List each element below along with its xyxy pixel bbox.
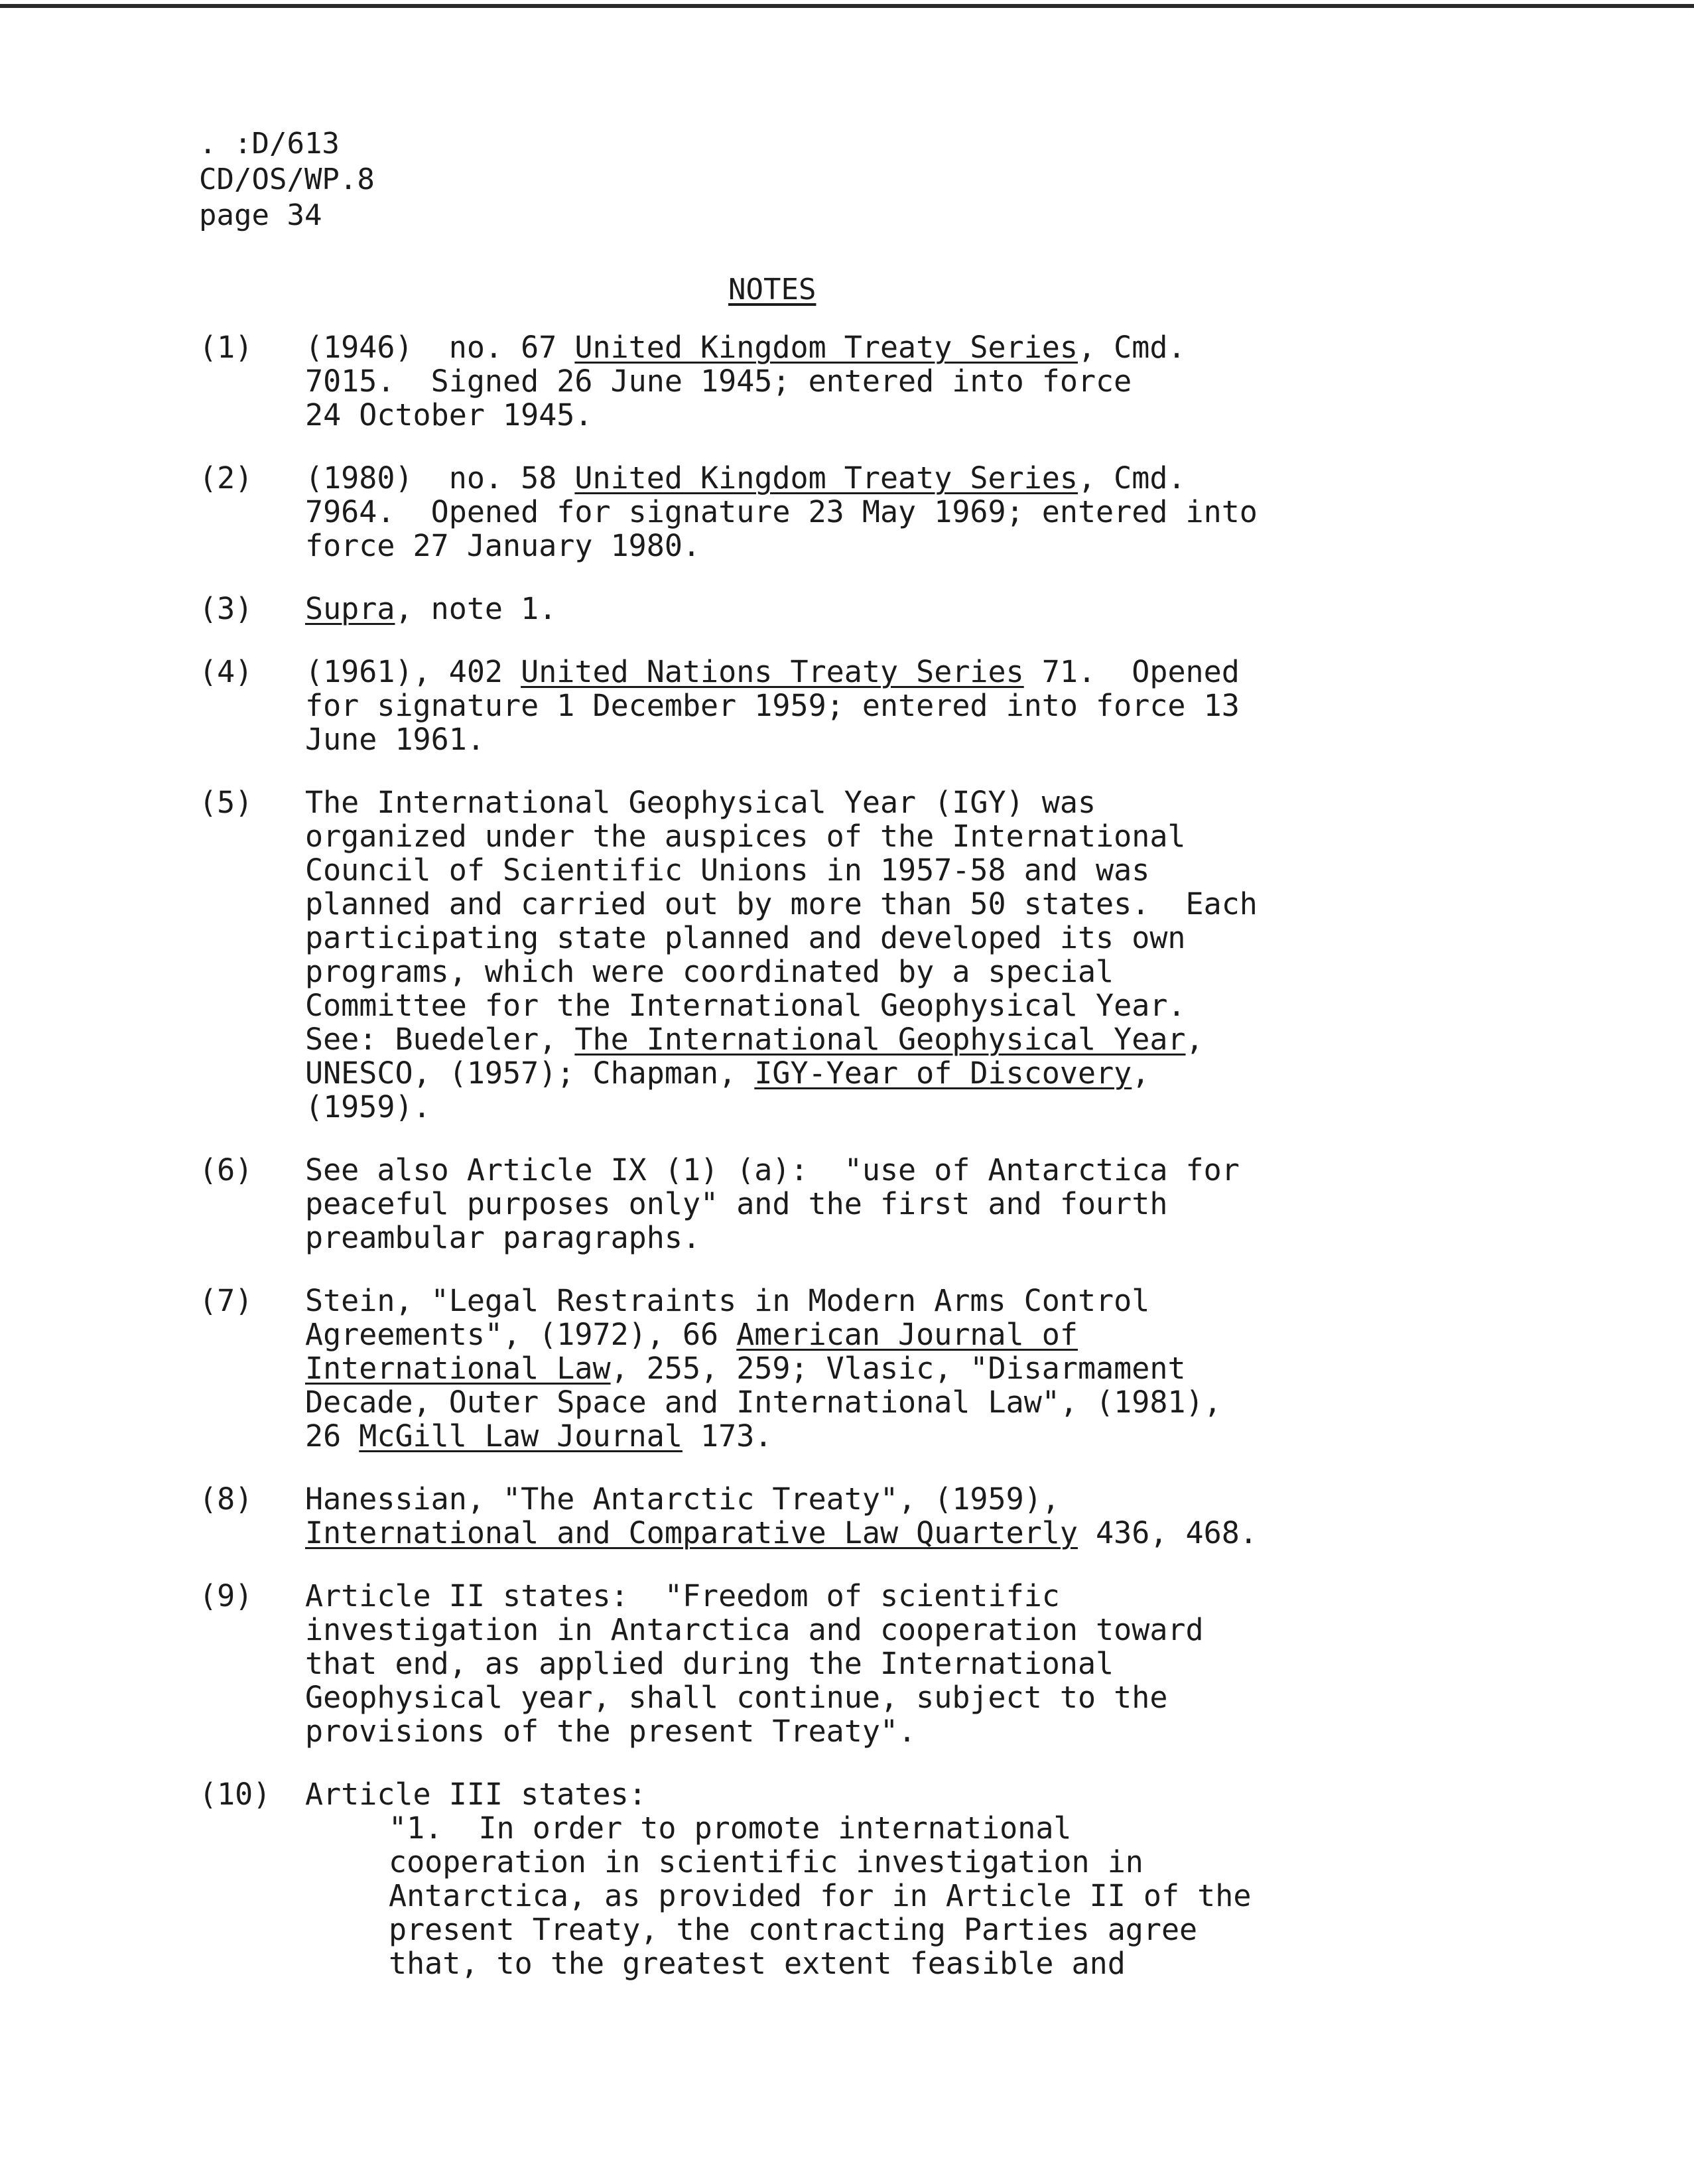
note-9 <box>199 1579 1426 1748</box>
note-number: (8) <box>199 1481 253 1517</box>
note-4 <box>199 655 1426 756</box>
quoted-article-text: "1. In order to promote international <box>389 1810 1072 1846</box>
citation-title: American Journal of <box>736 1317 1078 1352</box>
working-paper-symbol: CD/OS/WP.8 <box>199 163 375 196</box>
note-number: (1) <box>199 330 253 365</box>
citation-title: McGill Law Journal <box>359 1418 683 1454</box>
note-6 <box>199 1153 1426 1255</box>
note-number: (7) <box>199 1283 253 1318</box>
note-8 <box>199 1482 1426 1550</box>
note-text: (1946) no. 67 United Kingdom Treaty Series, Cmd. 7015. Signed 26 June 1945; entered into force 24 October 1945. <box>305 330 1186 433</box>
note-2 <box>199 461 1426 563</box>
note-7 <box>199 1284 1426 1453</box>
notes-list <box>199 330 1426 2010</box>
note-number: (10) <box>199 1777 271 1812</box>
document-reference-header <box>199 126 375 234</box>
citation-title: United Kingdom Treaty Series <box>574 460 1078 496</box>
citation-title: United Kingdom Treaty Series <box>574 330 1078 365</box>
note-3 <box>199 592 1426 626</box>
note-text: Supra, note 1. <box>305 591 557 626</box>
note-text: (1980) no. 58 United Kingdom Treaty Series, Cmd. 7964. Opened for signature 23 May 1969; entered into force 27 January 1980. <box>305 460 1258 563</box>
note-text: The International Geophysical Year (IGY) was organized under the auspices of the International Council of Scientific Unions in 1957-58 and was planned and carried out by more than 50 states. Each participating state planned and developed its own programs, which were coordinated by a special Committee for the International Geophysical Year. See: Buedeler, The International Geophysical Year, UNESCO, (1957); Chapman, IGY-Year of Discovery, (1959). <box>305 785 1258 1125</box>
citation-title: IGY-Year of Discovery <box>754 1056 1132 1091</box>
note-text: Article III states: "1. In order to promote international cooperation in scientific investigation in Antarctica, as provided for in Article II of the present Treaty, the contracting Parties agree that, to the greatest extent feasible and <box>305 1777 1426 1980</box>
note-text: (1961), 402 United Nations Treaty Series 71. Opened for signature 1 December 1959; entered into force 13 June 1961. <box>305 654 1240 757</box>
page-number: page 34 <box>199 198 322 232</box>
note-text: Stein, "Legal Restraints in Modern Arms Control Agreements", (1972), 66 American Journal of International Law, 255, 259; Vlasic, "Disarmament Decade, Outer Space and International Law", (1981), 26 McGill Law Journal 173. <box>305 1283 1222 1454</box>
page-title: NOTES <box>728 273 816 307</box>
note-number: (2) <box>199 460 253 496</box>
note-text: Hanessian, "The Antarctic Treaty", (1959), International and Comparative Law Quarterly 436, 468. <box>305 1481 1258 1550</box>
note-10 <box>199 1777 1426 1980</box>
top-scan-rule <box>0 4 1694 8</box>
note-number: (4) <box>199 654 253 689</box>
note-number: (3) <box>199 591 253 626</box>
citation-title: International and Comparative Law Quarterly <box>305 1515 1078 1550</box>
citation-title: International Law <box>305 1351 611 1386</box>
note-text: Article II states: "Freedom of scientific investigation in Antarctica and cooperation toward that end, as applied during the International Geophysical year, shall continue, subject to the provisions of the present Treaty". <box>305 1578 1204 1749</box>
citation-title: United Nations Treaty Series <box>521 654 1024 689</box>
citation-title: Supra <box>305 591 395 626</box>
note-number: (5) <box>199 785 253 820</box>
note-1 <box>199 330 1426 432</box>
citation-title: The International Geophysical Year <box>574 1022 1186 1057</box>
note-text: See also Article IX (1) (a): "use of Antarctica for peaceful purposes only" and the first and fourth preambular paragraphs. <box>305 1152 1240 1255</box>
note-number: (6) <box>199 1152 253 1188</box>
document-symbol: . :D/613 <box>199 127 340 161</box>
note-number: (9) <box>199 1578 253 1613</box>
note-5 <box>199 785 1426 1124</box>
